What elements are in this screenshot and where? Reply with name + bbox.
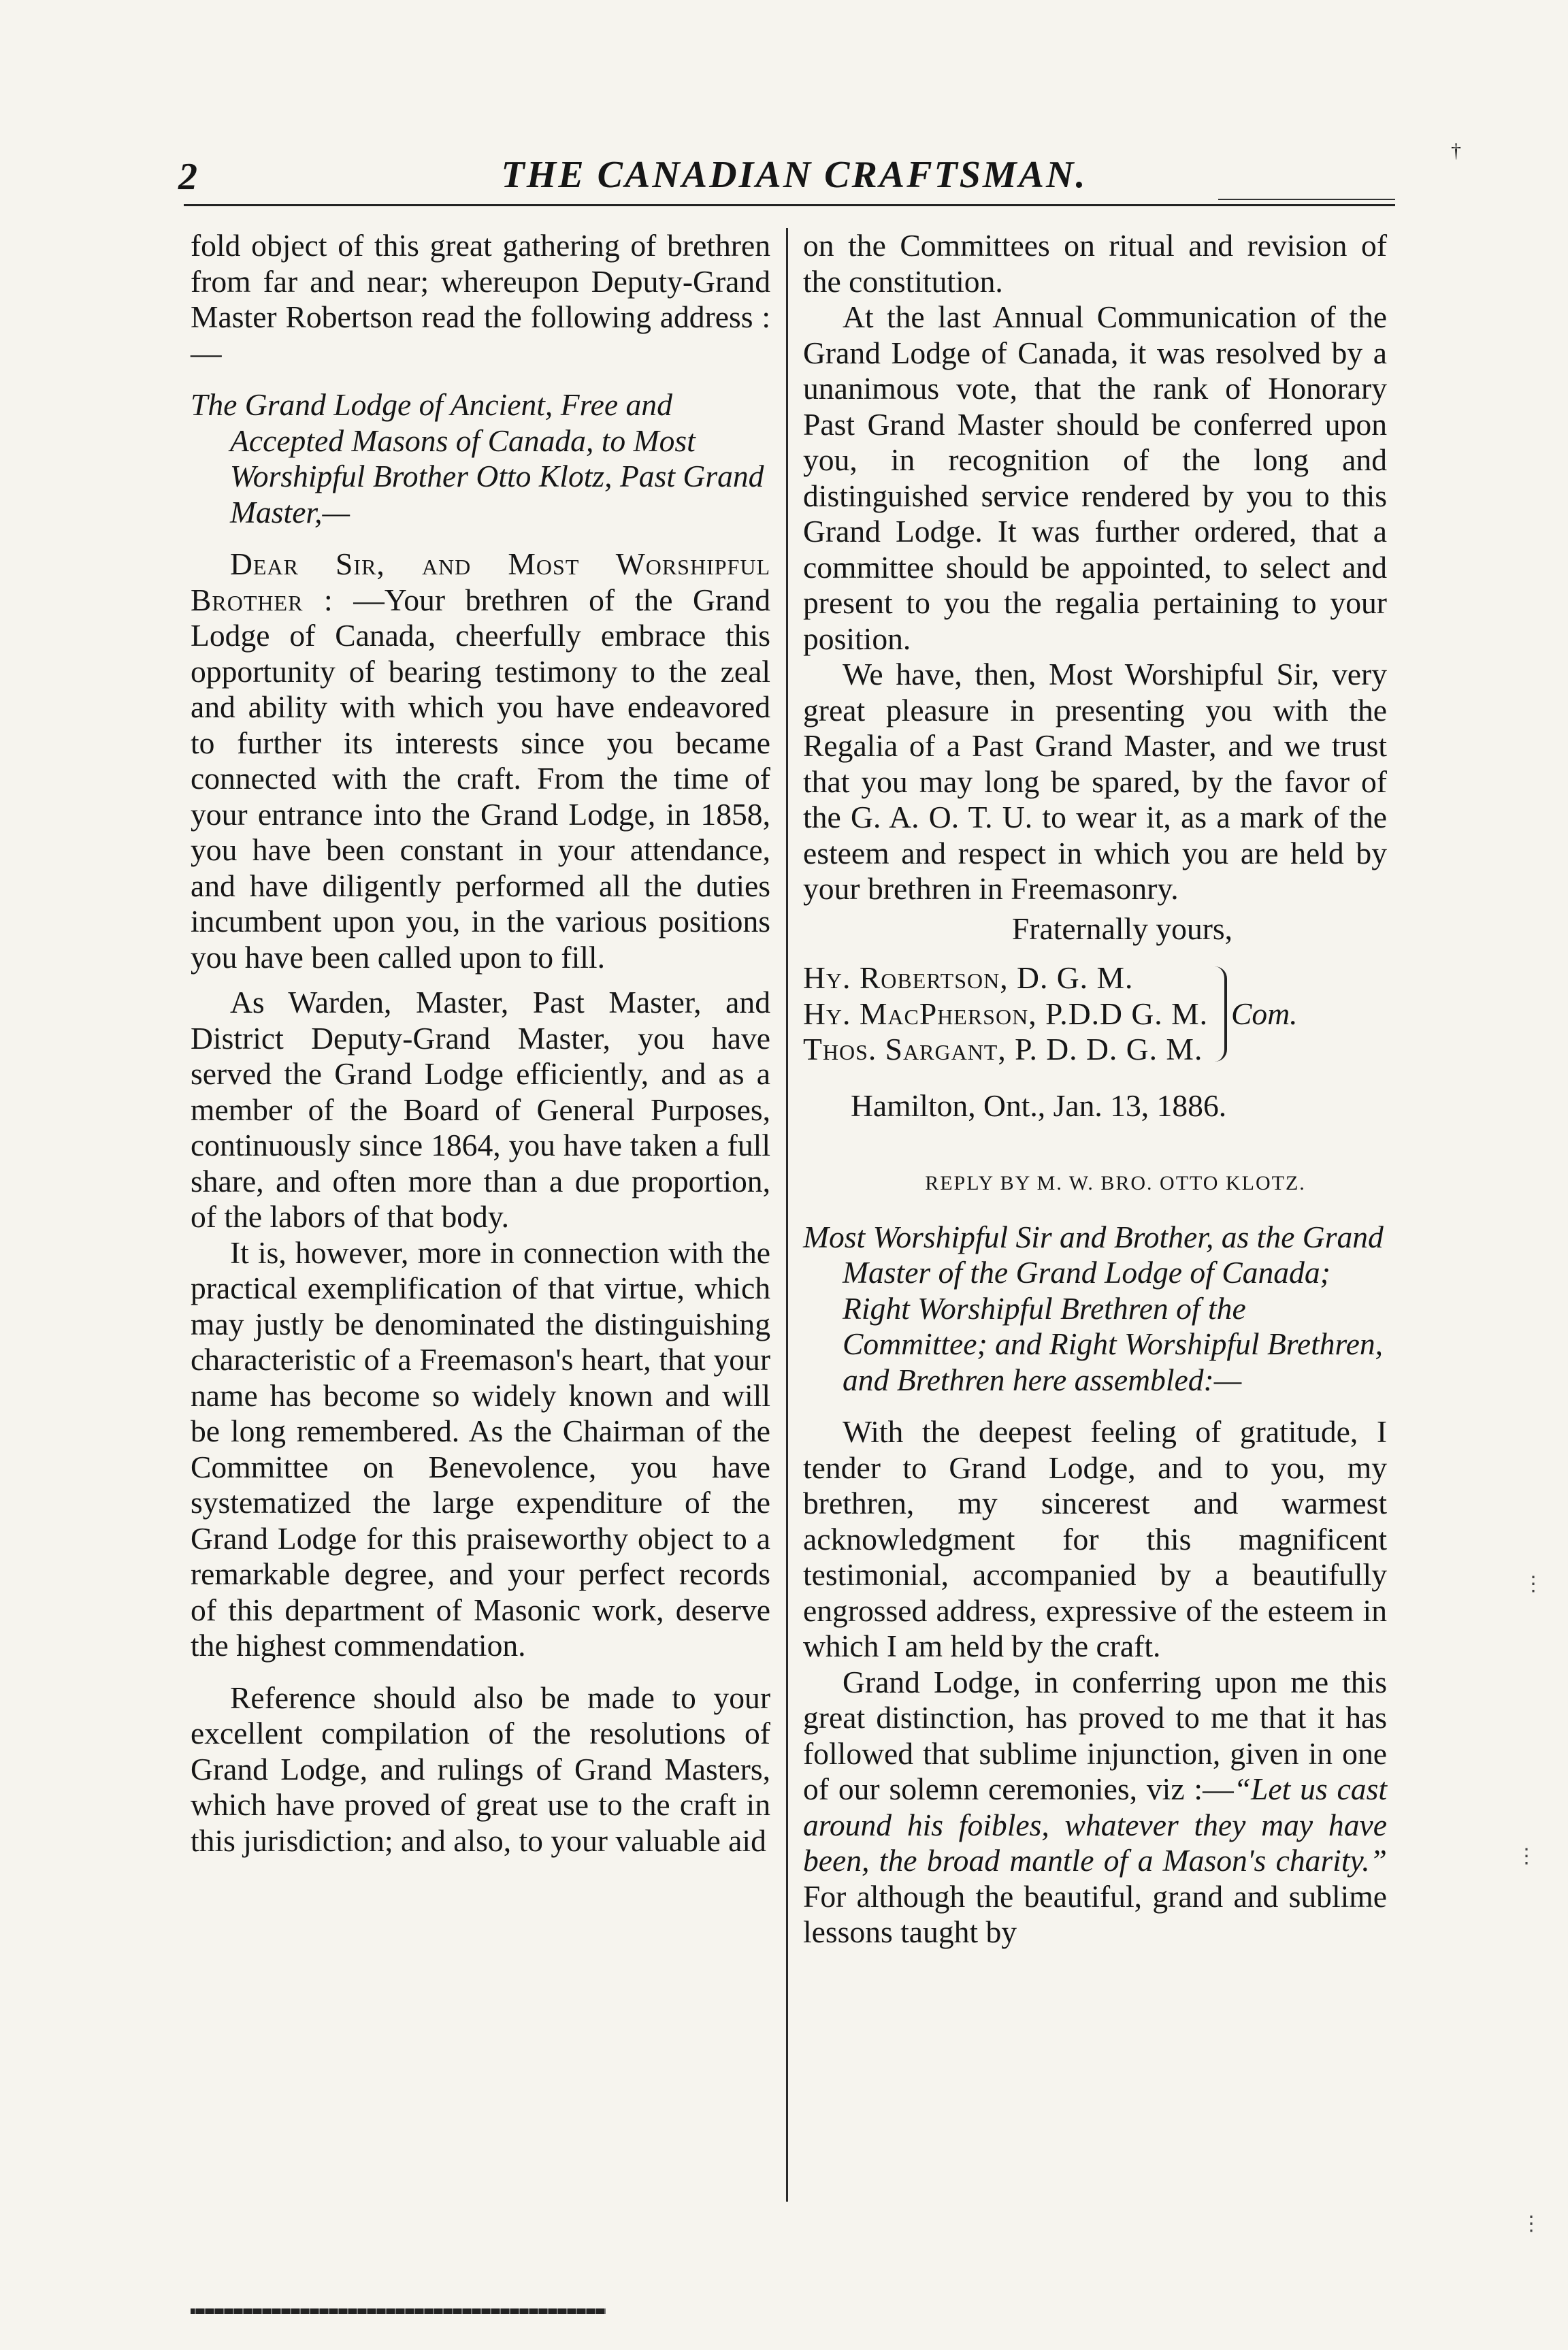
paragraph: As Warden, Master, Past Master, and District Deputy-Grand Master, you have served the Grand Lodge efficiently, and as a member of the Board of General Purposes, continuously since 1864, you have taken a full share, and often more than a due proportion, of the labors of that body. (191, 985, 770, 1234)
margin-mark: ⋮ (1516, 1845, 1537, 1867)
left-column (191, 228, 770, 1859)
margin-mark: ⋮ (1521, 2213, 1541, 2235)
reply-heading: REPLY BY M. W. BRO. OTTO KLOTZ. (925, 1172, 1306, 1194)
header-rule (184, 204, 1395, 206)
paragraph: Reference should also be made to your excellent compilation of the resolutions of Grand Lodge, and rulings of Grand Masters, which have proved of great use to the craft in this jurisdiction; and also, to your valuable aid (191, 1680, 770, 1858)
dateline: Hamilton, Ont., Jan. 13, 1886. (851, 1088, 1227, 1123)
signature-name: Thos. Sargant, P. D. D. G. M. (803, 1032, 1203, 1066)
paragraph-body: Grand Lodge, in conferring upon me this great distinction, has proved to me that it has followed that sublime injunction, given in one of our solemn ceremonies, viz :— (803, 1664, 1387, 1806)
corner-mark: † (1451, 140, 1461, 162)
paragraph: At the last Annual Communication of the Grand Lodge of Canada, it was resolved by a unanimous vote, that the rank of Honorary Past Grand Master should be conferred upon you, in recognition of the long and distinguished service rendered by you to this Grand Lodge. It was further ordered, that a committee should be appointed, to select and present to you the regalia pertaining to your position. (803, 299, 1387, 656)
signature-name: Hy. MacPherson, P.D.D G. M. (803, 996, 1209, 1031)
signature-list (803, 960, 1208, 1068)
paragraph (191, 546, 770, 975)
committee-label: Com. (1231, 996, 1298, 1031)
right-column (803, 228, 1387, 1951)
column-divider (786, 228, 788, 2202)
brace (1212, 966, 1227, 1062)
reply-salutation: Most Worshipful Sir and Brother, as the Grand Master of the Grand Lodge of Canada; Right Worshipful Brethren of the Committee; and Right Worshipful Brethren, and Brethren here assembled:— (803, 1219, 1384, 1397)
margin-mark: ⋮ (1523, 1573, 1544, 1595)
header-rule-accent (1218, 199, 1395, 200)
quotation: “Let us cast around his foibles, whatever they may have been, the broad mantle of a Mason's charity.” (803, 1772, 1387, 1878)
address-heading: The Grand Lodge of Ancient, Free and Accepted Masons of Canada, to Most Worshipful Brother Otto Klotz, Past Grand Master,— (191, 387, 764, 529)
paragraph: It is, however, more in connection with the practical exemplification of that virtue, which may justly be denominated the distinguishing characteristic of a Freemason's heart, that your name has become so widely known and will be long remembered. As the Chairman of the Committee on Benevolence, you have systematized the large expenditure of the Grand Lodge for this praiseworthy object to a remarkable degree, and your perfect records of this department of Masonic work, deserve the highest commendation. (191, 1235, 770, 1663)
signature-block (803, 960, 1387, 1068)
running-head-title: THE CANADIAN CRAFTSMAN. (501, 154, 1088, 196)
paragraph (803, 1665, 1387, 1951)
paragraph: With the deepest feeling of gratitude, I tender to Grand Lodge, and to you, my brethren, my sincerest and warmest acknowledgment for this magnificent testimonial, accompanied by a beautifully engrossed address, expressive of the esteem in which I am held by the craft. (803, 1414, 1387, 1663)
page-number: 2 (178, 156, 197, 198)
address-salutation: Dear Sir, and Most Worshipful Brother : (191, 546, 770, 617)
paragraph: fold object of this great gathering of brethren from far and near; whereupon Deputy-Grand Master Robertson read the following address :— (191, 228, 770, 370)
paragraph-body: For although the beautiful, grand and sublime lessons taught by (803, 1878, 1387, 1949)
paragraph-body: —Your brethren of the Grand Lodge of Canada, cheerfully embrace this opportunity of bearing testimony to the zeal and ability with which you have endeavored to further its interests since you became connected with the craft. From the time of your entrance into the Grand Lodge, in 1858, you have been constant in your attendance, and have diligently performed all the duties incumbent upon you, in the various positions you have been called upon to fill. (191, 582, 770, 975)
paragraph: on the Committees on ritual and revision of the constitution. (803, 228, 1387, 299)
paragraph: We have, then, Most Worshipful Sir, very great pleasure in presenting you with the Regalia of a Past Grand Master, and we trust that you may long be spared, by the favor of the G. A. O. T. U. to wear it, as a mark of the esteem and respect in which you are held by your brethren in Freemasonry. (803, 657, 1387, 906)
signature-name: Hy. Robertson, D. G. M. (803, 960, 1134, 995)
bottom-rule (191, 2308, 606, 2314)
closing-salutation: Fraternally yours, (1011, 911, 1233, 946)
